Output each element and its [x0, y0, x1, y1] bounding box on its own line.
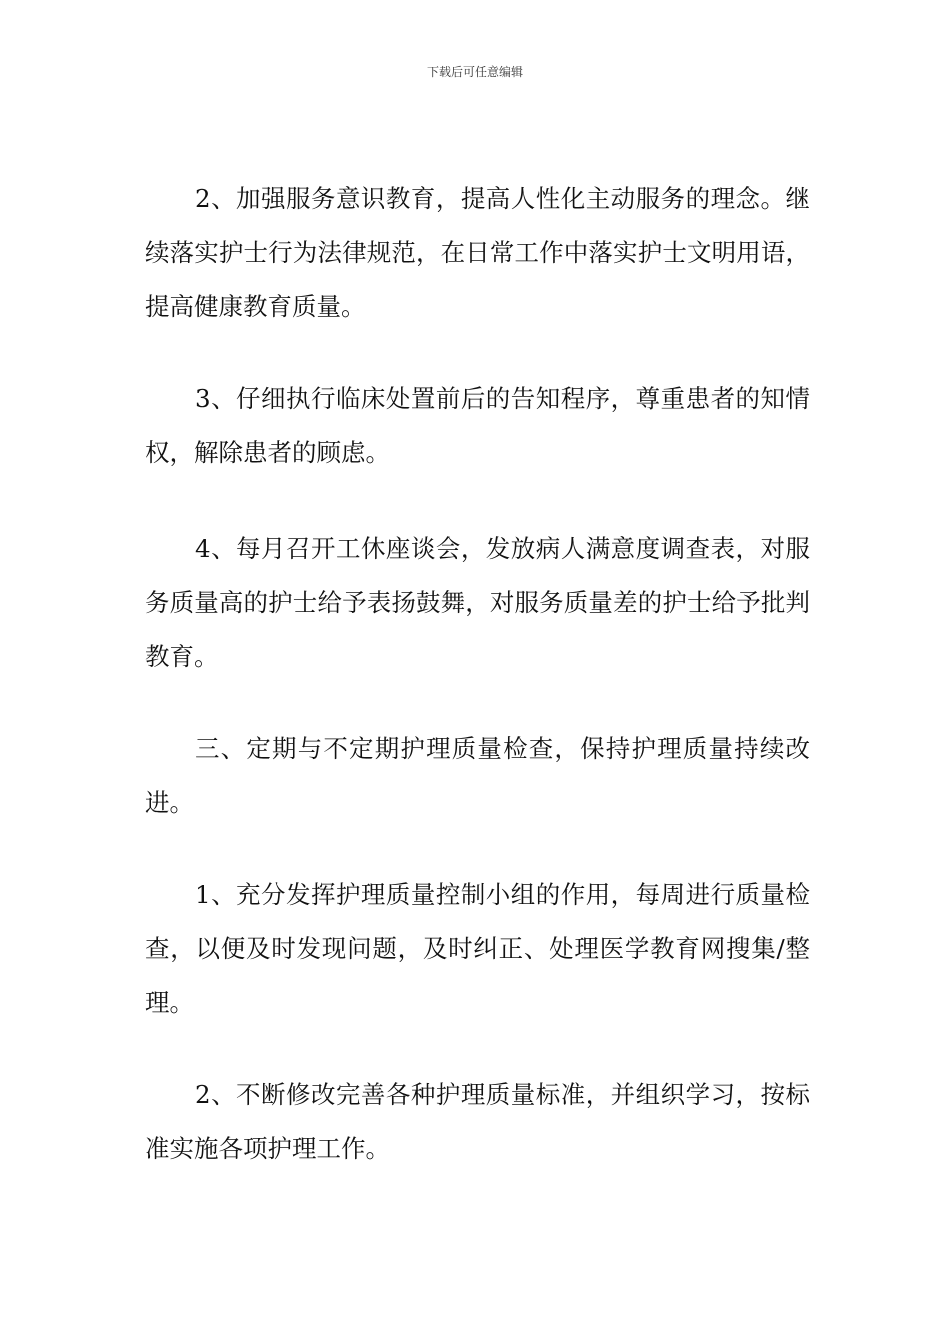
- page-header: 下载后可任意编辑: [426, 65, 523, 79]
- paragraph-informed-consent: 3、仔细执行临床处置前后的告知程序，尊重患者的知情权，解除患者的顾虑。: [145, 384, 810, 467]
- paragraph-monthly-meeting: 4、每月召开工休座谈会，发放病人满意度调查表，对服务质量高的护士给予表扬鼓舞，对服务质量差的护士给予批判教育。: [145, 534, 810, 671]
- section-heading-quality-inspection: 三、定期与不定期护理质量检查，保持护理质量持续改进。: [145, 734, 810, 817]
- paragraph-quality-control-group: 1、充分发挥护理质量控制小组的作用，每周进行质量检查，以便及时发现问题，及时纠正、处理医学教育网搜集/整理。: [145, 880, 810, 1017]
- paragraph-service-awareness: 2、加强服务意识教育，提高人性化主动服务的理念。继续落实护士行为法律规范，在日常工作中落实护士文明用语，提高健康教育质量。: [145, 184, 810, 321]
- paragraph-quality-standards: 2、不断修改完善各种护理质量标准，并组织学习，按标准实施各项护理工作。: [145, 1080, 810, 1163]
